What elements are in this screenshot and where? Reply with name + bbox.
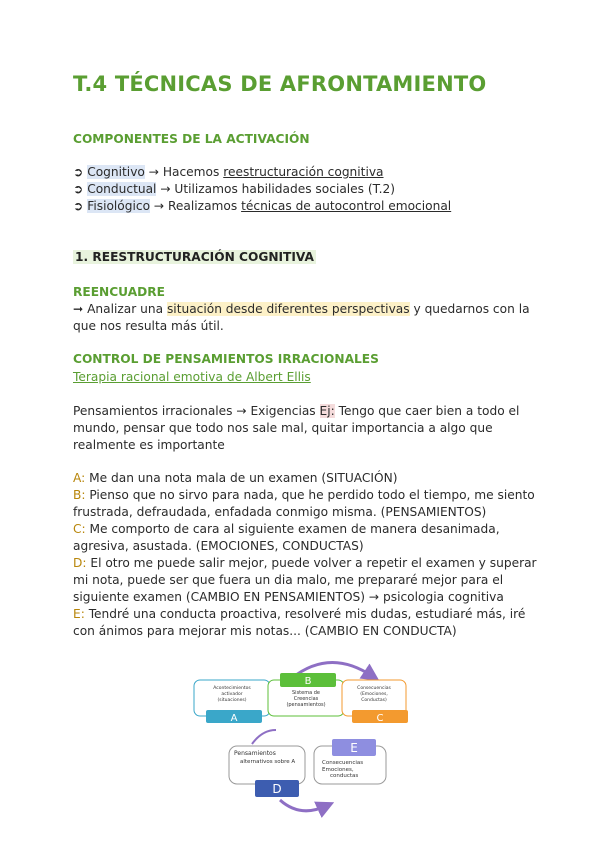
box-d-text: alternativos sobre A [240,759,296,765]
autocontrol-link[interactable]: técnicas de autocontrol emocional [241,199,452,213]
ejemplo-label: Ej: [319,404,335,418]
box-c-text: Consecuencias [357,686,391,691]
abcde-text: Me comporto de cara al siguiente examen de manera desanimada, [89,522,500,536]
arrow-icon: → [160,182,171,196]
abcde-letter: B: [73,488,86,502]
tag-a-label: A [230,713,238,724]
term-fisiologico: Fisiológico [87,199,151,213]
ellis-link[interactable]: Terapia racional emotiva de Albert Ellis [73,370,311,384]
irracionales-text: Pensamientos irracionales → Exigencias [73,404,316,418]
reestructuracion-link[interactable]: reestructuración cognitiva [223,165,384,179]
box-b-text: Creencias [293,696,319,702]
bullet-arrow-icon: ➲ [73,165,84,179]
item-text: Realizamos [168,199,238,213]
abcde-text: Pienso que no sirvo para nada, que he perdido todo el tiempo, me siento [89,488,535,502]
componentes-heading: COMPONENTES DE LA ACTIVACIÓN [73,132,310,146]
irracionales-line: realmente es importante [73,438,225,452]
reencuadre-highlight: situación desde diferentes perspectivas [166,302,410,316]
box-b-text: (pensamientos) [286,702,326,708]
bullet-arrow-icon: ➲ [73,199,84,213]
box-b-text: Sistema de [292,690,320,696]
abcde-text: con ánimos para mejorar mis notas... (CAMBIO EN CONDUCTA) [73,624,457,638]
section-heading: 1. REESTRUCTURACIÓN COGNITIVA [75,250,314,264]
tag-e-label: E [350,741,358,755]
box-a-text: (situaciones) [217,698,247,703]
page-title: T.4 TÉCNICAS DE AFRONTAMIENTO [73,72,487,96]
cycle-arrow [280,800,326,811]
tag-d-label: D [272,782,282,796]
tag-b-label: B [304,676,312,687]
irracionales-text: Tengo que caer bien a todo el [338,404,520,418]
item-text: Hacemos [162,165,220,179]
abcde-text: mi nota, puede ser que fuera un dia malo, me prepararé mejor para el [73,573,504,587]
box-e-text: Consecuencias [322,760,364,766]
abcde-text: frustrada, defraudada, enfadada conmigo misma. (PENSAMIENTOS) [73,505,487,519]
abcde-letter: E: [73,607,85,621]
control-heading: CONTROL DE PENSAMIENTOS IRRACIONALES [73,352,379,366]
abcde-text: El otro me puede salir mejor, puede volver a repetir el examen y superar [90,556,537,570]
abcde-letter: C: [73,522,86,536]
item-text: Utilizamos habilidades sociales (T.2) [174,182,396,196]
right-arrow-icon: ➞ [73,302,84,316]
arrow-icon: → [148,165,159,179]
box-c-text: (Emociones, [360,692,388,697]
bullet-arrow-icon: ➲ [73,182,84,196]
reencuadre-text: Analizar una [87,302,164,316]
reencuadre-line: que nos resulta más útil. [73,319,224,333]
box-e-text: Emociones, [322,767,354,773]
abcde-letter: A: [73,471,86,485]
reencuadre-text: y quedarnos con la [413,302,530,316]
abcde-text: Tendré una conducta proactiva, resolveré mis dudas, estudiaré más, iré [88,607,526,621]
abcde-letter: D: [73,556,87,570]
irracionales-line: mundo, pensar que todo nos sale mal, quitar importancia a algo que [73,421,493,435]
box-e-text: conductas [330,773,359,779]
abcde-text: agresiva, asustada. (EMOCIONES, CONDUCTAS) [73,539,364,553]
arrow-icon: → [153,199,165,213]
term-conductual: Conductual [87,182,157,196]
box-a-text: activador [221,692,243,697]
term-cognitivo: Cognitivo [87,165,145,179]
tag-c-label: C [376,713,384,724]
box-c-text: Conductas) [361,698,387,703]
box-a-text: Acontecimientos [213,686,251,691]
box-d-text: Pensamientos [234,750,276,757]
abcde-text: siguiente examen (CAMBIO EN PENSAMIENTOS) → psicologia cognitiva [73,590,504,604]
cycle-arrow [252,730,276,744]
reencuadre-heading: REENCUADRE [73,285,165,299]
abcde-text: Me dan una nota mala de un examen (SITUACIÓN) [89,471,398,485]
